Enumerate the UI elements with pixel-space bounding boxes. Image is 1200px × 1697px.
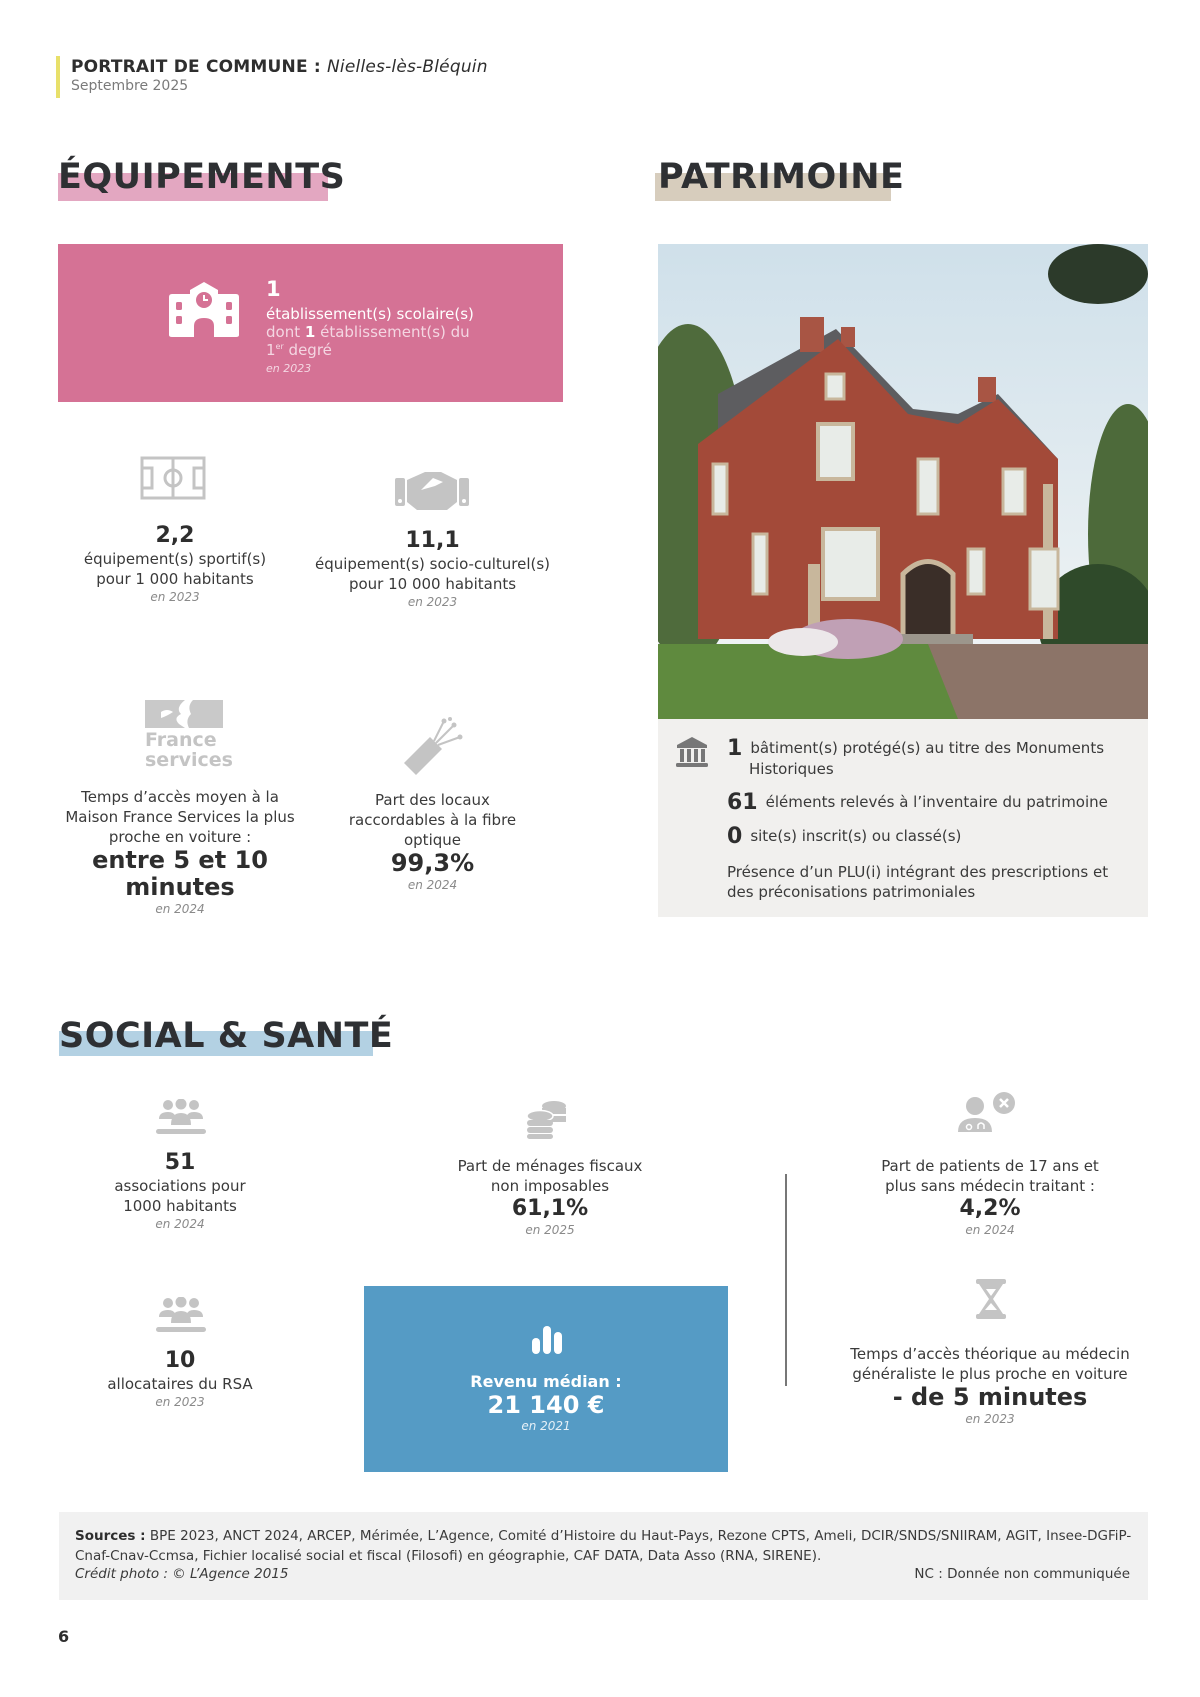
- sport-equipment-stat: [60, 523, 290, 605]
- france-services-logo-line1: France: [145, 729, 217, 751]
- associations-line1: associations pour: [114, 1177, 246, 1196]
- school-sub-text: établissement(s) du: [320, 323, 470, 341]
- fiber-line3: optique: [403, 831, 461, 849]
- section-title-equipements: ÉQUIPEMENTS: [58, 157, 346, 197]
- sport-year: en 2023: [150, 590, 200, 605]
- socio-line1: équipement(s) socio-culturel(s): [314, 555, 551, 574]
- france-services-logo-line2: services: [145, 749, 233, 771]
- school-icon: [168, 280, 240, 338]
- plu-line2: des préconisations patrimoniales: [727, 883, 976, 901]
- bar-chart-icon: [532, 1326, 562, 1354]
- medecin-value: 4,2%: [959, 1196, 1021, 1221]
- vertical-divider: [785, 1174, 787, 1386]
- heritage-inventory-elements: [727, 792, 1108, 813]
- school-label: établissement(s) scolaire(s): [266, 305, 474, 323]
- doctor-access-time-stat: [835, 1344, 1145, 1427]
- france-services-line2: Maison France Services la plus: [65, 808, 295, 826]
- plu-line1: Présence d’un PLU(i) intégrant des prescriptions et: [727, 863, 1109, 881]
- menages-value: 61,1%: [511, 1196, 589, 1221]
- sport-line2: pour 1 000 habitants: [96, 570, 254, 589]
- degree-label: degré: [288, 341, 332, 359]
- acces-medecin-line1: Temps d’accès théorique au médecin: [850, 1345, 1130, 1363]
- school-count: 1: [266, 277, 281, 301]
- medecin-line1: Part de patients de 17 ans et: [881, 1157, 1099, 1175]
- rsa-year: en 2023: [155, 1395, 205, 1410]
- fiber-optic-icon: [400, 715, 464, 779]
- school-sub-label: [266, 323, 470, 341]
- page-number: 6: [58, 1627, 70, 1646]
- france-services-line3: proche en voiture :: [108, 828, 252, 846]
- coins-icon: [524, 1100, 568, 1140]
- protected-buildings-count: 1: [727, 736, 743, 761]
- school-sub-prefix: dont: [266, 323, 301, 341]
- photo-credit: Crédit photo : © L’Agence 2015: [75, 1566, 289, 1582]
- fiber-line2: raccordables à la fibre: [348, 811, 517, 829]
- socio-value: 11,1: [405, 528, 460, 553]
- medecin-line2: plus sans médecin traitant :: [885, 1177, 1095, 1195]
- median-income-stat: [364, 1372, 728, 1434]
- heritage-listed-sites: [727, 826, 961, 847]
- sport-line1: équipement(s) sportif(s): [83, 550, 267, 569]
- associations-year: en 2024: [155, 1217, 205, 1232]
- listed-sites-label: site(s) inscrit(s) ou classé(s): [750, 827, 962, 845]
- medecin-year: en 2024: [965, 1223, 1015, 1238]
- degree-number: 1: [266, 341, 276, 359]
- no-doctor-stat: [855, 1156, 1125, 1238]
- france-services-line1: Temps d’accès moyen à la: [81, 788, 279, 806]
- commune-name: Nielles-lès-Bléquin: [327, 57, 488, 77]
- fiber-stat: [320, 790, 545, 893]
- protected-buildings-label: bâtiment(s) protégé(s) au titre des Monuments: [750, 739, 1105, 757]
- hourglass-icon: [975, 1279, 1007, 1319]
- sport-value: 2,2: [155, 523, 195, 548]
- doctor-unavailable-icon: [955, 1092, 1021, 1132]
- acces-medecin-year: en 2023: [965, 1412, 1015, 1426]
- acces-medecin-value: - de 5 minutes: [892, 1383, 1088, 1411]
- rsa-stat: [80, 1348, 280, 1410]
- socio-line2: pour 10 000 habitants: [348, 575, 517, 594]
- monument-icon: [675, 735, 709, 769]
- school-sub-count: 1: [304, 323, 316, 341]
- fiber-year: en 2024: [407, 878, 458, 892]
- section-title-patrimoine: PATRIMOINE: [658, 157, 905, 197]
- heritage-protected-buildings: [727, 738, 1137, 779]
- associations-value: 51: [164, 1150, 196, 1175]
- degree-suffix: er: [275, 342, 284, 351]
- non-taxable-households-stat: [430, 1156, 670, 1238]
- france-services-stat: [55, 787, 305, 917]
- menages-year: en 2025: [525, 1223, 575, 1238]
- school-degree: [266, 341, 332, 359]
- heritage-plu-note: [727, 862, 1108, 902]
- menages-line1: Part de ménages fiscaux: [457, 1157, 643, 1175]
- page-title-label: PORTRAIT DE COMMUNE :: [71, 57, 321, 77]
- manor-house-image: [658, 244, 1148, 719]
- inventory-count: 61: [727, 790, 758, 815]
- handshake-icon: [395, 468, 469, 512]
- inventory-label: éléments relevés à l’inventaire du patrimoine: [765, 793, 1108, 811]
- rsa-value: 10: [164, 1348, 196, 1373]
- people-group-icon: [156, 1099, 206, 1135]
- socio-equipment-stat: [300, 528, 565, 610]
- people-group-icon: [156, 1297, 206, 1333]
- sources-text: [75, 1526, 1135, 1566]
- median-income-label: Revenu médian :: [470, 1372, 622, 1391]
- sports-field-icon: [140, 456, 206, 500]
- header-accent-bar: [56, 56, 60, 98]
- france-services-value-line1: entre 5 et 10: [92, 846, 268, 874]
- publication-date: Septembre 2025: [71, 78, 189, 94]
- associations-stat: [80, 1150, 280, 1232]
- heritage-photo: [658, 244, 1148, 719]
- sources-label: Sources :: [75, 1528, 146, 1544]
- protected-buildings-label-2: Historiques: [749, 760, 834, 778]
- fiber-value: 99,3%: [390, 849, 475, 877]
- median-income-value: 21 140 €: [487, 1391, 605, 1419]
- section-title-social: SOCIAL & SANTÉ: [59, 1016, 394, 1056]
- menages-line2: non imposables: [490, 1177, 610, 1195]
- median-income-year: en 2021: [521, 1419, 571, 1433]
- marianne-icon: [145, 700, 223, 730]
- socio-year: en 2023: [407, 595, 458, 610]
- acces-medecin-line2: généraliste le plus proche en voiture: [852, 1365, 1128, 1383]
- nc-note: NC : Donnée non communiquée: [914, 1566, 1130, 1582]
- france-services-value-line2: minutes: [125, 873, 235, 901]
- france-services-logo: [145, 700, 233, 778]
- fiber-line1: Part des locaux: [375, 791, 490, 809]
- rsa-line1: allocataires du RSA: [107, 1375, 253, 1394]
- listed-sites-count: 0: [727, 824, 743, 849]
- france-services-year: en 2024: [155, 902, 205, 916]
- school-year: en 2023: [266, 362, 312, 375]
- page-title: [71, 57, 488, 77]
- sources-list: BPE 2023, ANCT 2024, ARCEP, Mérimée, L’Agence, Comité d’Histoire du Haut-Pays, Rezone CPTS, Ameli, DCIR/SNDS/SNIIRAM, AGIT, Insee-DGFiP-Cnaf-Cnav-Ccmsa, Fichier localisé social et fiscal (Filosofi) en géographie, CAF DATA, Data Asso (RNA, SIRENE).: [75, 1528, 1132, 1564]
- associations-line2: 1000 habitants: [123, 1197, 237, 1216]
